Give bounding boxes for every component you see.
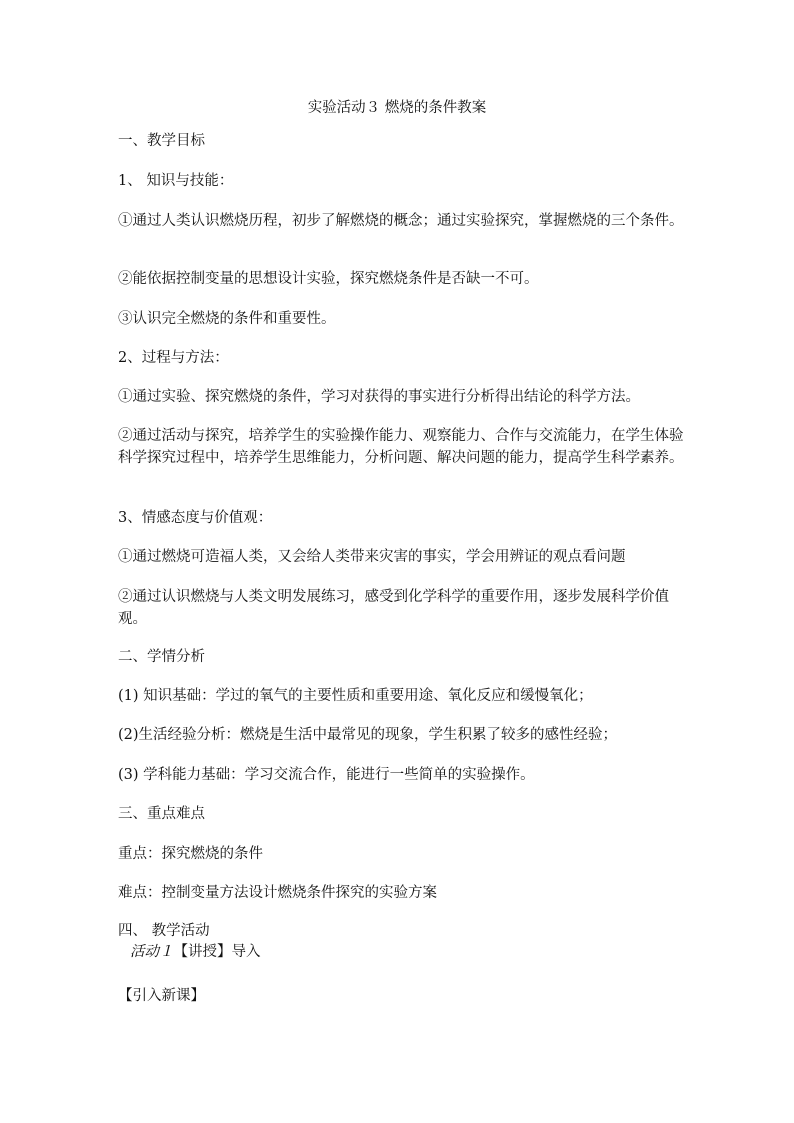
activity-type: 【讲授】导入: [173, 944, 261, 960]
section-heading-key-points: 三、重点难点: [118, 806, 205, 822]
section-heading-student-analysis: 二、学情分析: [118, 649, 205, 665]
paragraph: ①通过实验、探究燃烧的条件，学习对获得的事实进行分析得出结论的科学方法。: [118, 389, 640, 405]
subsection-heading-intro: 【引入新课】: [118, 988, 205, 1004]
paragraph: ②通过活动与探究，培养学生的实验操作能力、观察能力、合作与交流能力，在学生体验科学探究过程中，培养学生思维能力，分析问题、解决问题的能力，提高学生科学素养。: [118, 428, 684, 466]
section-heading-objectives: 一、教学目标: [118, 133, 205, 149]
paragraph: (2)生活经验分析：燃烧是生活中最常见的现象，学生积累了较多的感性经验；: [118, 727, 618, 743]
paragraph: (1) 知识基础：学过的氧气的主要性质和重要用途、氧化反应和缓慢氧化；: [118, 688, 593, 704]
paragraph: (3) 学科能力基础：学习交流合作，能进行一些简单的实验操作。: [118, 767, 535, 783]
subheading-knowledge-skills: 1、 知识与技能：: [118, 173, 234, 189]
paragraph: ①通过燃烧可造福人类，又会给人类带来灾害的事实，学会用辨证的观点看问题: [118, 549, 626, 565]
paragraph: 重点：探究燃烧的条件: [118, 846, 263, 862]
activity-label: 活动１: [130, 944, 174, 960]
paragraph: ①通过人类认识燃烧历程，初步了解燃烧的概念；通过实验探究，掌握燃烧的三个条件。: [118, 213, 684, 229]
paragraph: 难点：控制变量方法设计燃烧条件探究的实验方案: [118, 885, 437, 901]
activity-line: [130, 941, 700, 963]
subheading-process-method: 2、过程与方法：: [118, 350, 229, 366]
paragraph: ②通过认识燃烧与人类文明发展练习，感受到化学科学的重要作用，逐步发展科学价值观。: [118, 589, 669, 627]
paragraph: ②能依据控制变量的思想设计实验，探究燃烧条件是否缺一不可。: [118, 271, 539, 287]
subheading-attitude-values: 3、情感态度与价值观：: [118, 510, 273, 526]
section-heading-activities: 四、 教学活动: [118, 923, 210, 939]
paragraph: ③认识完全燃烧的条件和重要性。: [118, 311, 336, 327]
document-title: 实验活动３ 燃烧的条件教案: [307, 100, 487, 116]
